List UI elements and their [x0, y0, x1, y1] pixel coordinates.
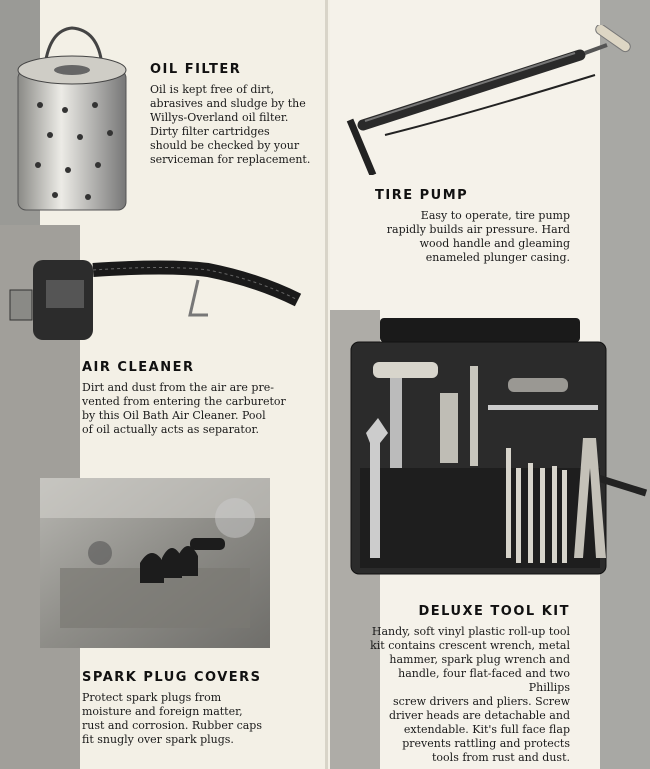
page-spine — [325, 0, 328, 769]
oil-filter-title: OIL FILTER — [150, 62, 242, 77]
air-cleaner-image — [8, 250, 308, 350]
spark-plug-line: moisture and foreign matter, — [82, 705, 243, 718]
oil-filter-image — [10, 25, 135, 215]
tool-kit-line: driver heads are detachable and — [388, 709, 570, 722]
tire-pump-image — [345, 25, 640, 175]
tire-pump-line: wood handle and gleaming — [419, 237, 570, 250]
tool-kit-line: screw drivers and pliers. Screw — [393, 695, 570, 708]
tool-kit-section — [355, 604, 570, 765]
spark-plug-line: rust and corrosion. Rubber caps — [82, 719, 262, 732]
tool-kit-image — [348, 318, 648, 580]
tool-kit-line: extendable. Kit's full face flap — [403, 723, 570, 736]
tool-kit-line: tools from rust and dust. — [432, 751, 570, 764]
air-cleaner-line: vented from entering the carburetor — [82, 395, 286, 408]
spark-plug-line: fit snugly over spark plugs. — [82, 733, 234, 746]
tire-pump-line: Easy to operate, tire pump — [420, 209, 570, 222]
air-cleaner-line: Dirt and dust from the air are pre- — [82, 381, 274, 394]
oil-filter-line: should be checked by your — [150, 139, 300, 152]
oil-filter-line: serviceman for replacement. — [150, 153, 311, 166]
tool-kit-line: hammer, spark plug wrench and — [389, 653, 570, 666]
spark-plug-photo — [40, 478, 270, 648]
tool-kit-line: Handy, soft vinyl plastic roll-up tool — [371, 625, 570, 638]
air-cleaner-line: of oil actually acts as separator. — [82, 423, 260, 436]
air-cleaner-title: AIR CLEANER — [82, 360, 195, 375]
oil-filter-line: Oil is kept free of dirt, — [150, 83, 275, 96]
air-cleaner-line: by this Oil Bath Air Cleaner. Pool — [82, 409, 266, 422]
air-cleaner-section — [82, 360, 322, 437]
tool-kit-line: prevents rattling and protects — [402, 737, 570, 750]
oil-filter-line: Dirty filter cartridges — [150, 125, 270, 138]
tire-pump-line: rapidly builds air pressure. Hard — [386, 223, 570, 236]
tool-kit-line: handle, four flat-faced and two Phillips — [398, 667, 570, 694]
tire-pump-line: enameled plunger casing. — [425, 251, 570, 264]
tool-kit-line: kit contains crescent wrench, metal — [370, 639, 570, 652]
oil-filter-line: Willys-Overland oil filter. — [150, 111, 289, 124]
tire-pump-section — [375, 188, 570, 265]
spark-plug-section — [82, 670, 312, 747]
spark-plug-title: SPARK PLUG COVERS — [82, 670, 262, 685]
oil-filter-section — [150, 62, 320, 167]
tire-pump-title: TIRE PUMP — [375, 188, 469, 203]
spark-plug-line: Protect spark plugs from — [82, 691, 222, 704]
oil-filter-line: abrasives and sludge by the — [150, 97, 306, 110]
tool-kit-title: DELUXE TOOL KIT — [418, 604, 570, 619]
